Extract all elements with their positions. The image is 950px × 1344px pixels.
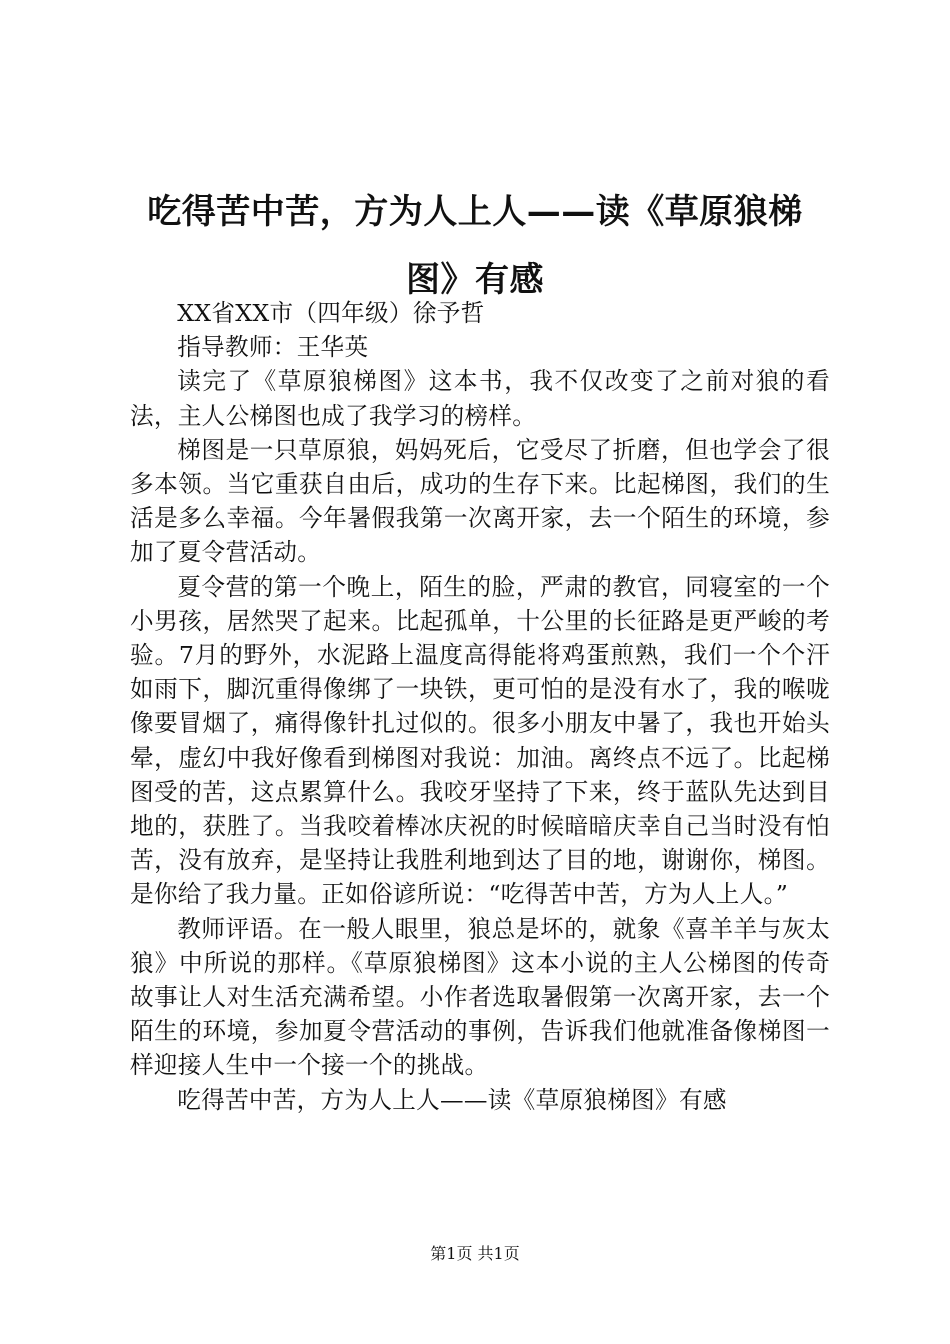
page-footer: 第1页 共1页 xyxy=(430,1244,520,1263)
author-line: XX省XX市（四年级）徐予哲 xyxy=(177,299,485,327)
paragraph-1: 读完了《草原狼梯图》这本书，我不仅改变了之前对狼的看法，主人公梯图也成了我学习的榜样。 xyxy=(130,367,830,430)
paragraph-2: 梯图是一只草原狼，妈妈死后，它受尽了折磨，但也学会了很多本领。当它重获自由后，成功的生存下来。比起梯图，我们的生活是多么幸福。今年暑假我第一次离开家，去一个陌生的环境，参加了夏令营活动。 xyxy=(130,435,830,567)
document-body xyxy=(130,296,830,1117)
teacher-line: 指导教师：王华英 xyxy=(177,333,369,362)
title-line-1: 吃得苦中苦，方为人上人——读《草原狼梯 xyxy=(147,192,803,232)
paragraph-closing-title: 吃得苦中苦，方为人上人——读《草原狼梯图》有感 xyxy=(177,1085,727,1114)
title-line-2: 图》有感 xyxy=(406,260,544,300)
paragraph-3: 夏令营的第一个晚上，陌生的脸，严肃的教官，同寝室的一个小男孩，居然哭了起来。比起孤单，十公里的长征路是更严峻的考验。7月的野外，水泥路上温度高得能将鸡蛋煎熟，我们一个个汗如雨下，脚沉重得像绑了一块铁，更可怕的是没有水了，我的喉咙像要冒烟了，痛得像针扎过似的。很多小朋友中暑了，我也开始头晕，虚幻中我好像看到梯图对我说：加油。离终点不远了。比起梯图受的苦，这点累算什么。我咬牙坚持了下来，终于蓝队先达到目地的，获胜了。当我咬着棒冰庆祝的时候暗暗庆幸自己当时没有怕苦，没有放弃，是坚持让我胜利地到达了目的地，谢谢你，梯图。是你给了我力量。正如俗谚所说：“吃得苦中苦，方为人上人。” xyxy=(130,572,830,909)
document-title xyxy=(120,178,830,314)
paragraph-teacher-comment: 教师评语。在一般人眼里，狼总是坏的，就象《喜羊羊与灰太狼》中所说的那样。《草原狼梯图》这本小说的主人公梯图的传奇故事让人对生活充满希望。小作者选取暑假第一次离开家，去一个陌生的环境，参加夏令营活动的事例，告诉我们他就准备像梯图一样迎接人生中一个接一个的挑战。 xyxy=(130,914,830,1080)
